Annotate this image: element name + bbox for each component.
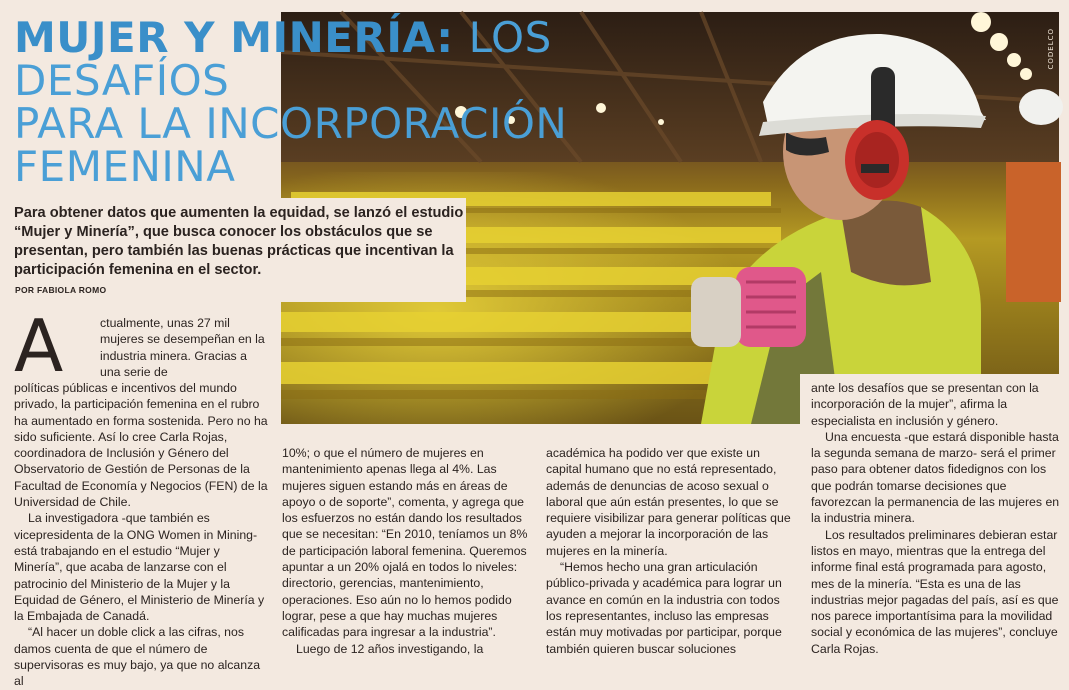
- paragraph: 10%; o que el número de mujeres en mantenimiento apenas llega al 4%. Las mujeres siguen estando más en áreas de apoyo o de soporte”, comenta, y agrega que los esfuerzos no están dando los resultados que se necesitan: “En 2010, teníamos un 8% de participación laboral femenina. Queremos apuntar a un 20% ojalá en todos lo niveles: directorio, gerencias, mantenimiento, operaciones. Eso aún no lo hemos podido lograr, pese a que hay muchas mujeres calificadas para ingresar a la industria”.: [282, 446, 528, 640]
- column-1: [14, 380, 270, 690]
- paragraph: ante los desafíos que se presentan con la incorporación de la mujer”, afirma la especialista en inclusión y género.: [811, 381, 1039, 428]
- paragraph: “Al hacer un doble click a las cifras, nos damos cuenta de que el número de supervisoras es muy bajo, ya que no alcanza al: [14, 625, 261, 689]
- headline-bold: MUJER Y MINERÍA:: [14, 13, 454, 62]
- paragraph: “Hemos hecho una gran articulación público-privada y académica para lograr un avance en común en la industria con todos los representantes, incluso las empresas están muy motivadas por participar, porque también quieren buscar soluciones: [546, 560, 782, 656]
- headline: [14, 13, 714, 191]
- column-4: [811, 380, 1061, 657]
- headline-light: LOS DESAFÍOS: [14, 13, 552, 105]
- headline-line-3: FEMENINA: [14, 142, 236, 191]
- drop-cap: A: [14, 304, 64, 388]
- photo-credit: CODELCO: [1047, 28, 1055, 70]
- paragraph: Los resultados preliminares debieran estar listos en mayo, mientras que la entrega del informe final está programada para agosto, mes de la minería. “Esta es una de las industrias mejor pagadas del país, así es que nos parece importantísima para la movilidad social y económica de las mujeres”, concluye Carla Rojas.: [811, 527, 1059, 656]
- column-2: [282, 445, 532, 657]
- paragraph: políticas públicas e incentivos del mundo privado, la participación femenina en el rubro ha aumentado en forma sostenida. Pero no ha sido suficiente. Así lo cree Carla Rojas, coordinadora de Inclusión y Género del Observatorio de Gestión de Personas de la Facultad de Economía y Negocios (FEN) de la Universidad de Chile.: [14, 381, 268, 510]
- column-3: [546, 445, 796, 657]
- paragraph: Una encuesta -que estará disponible hasta la segunda semana de marzo- será el primer paso para obtener datos fidedignos con los que podrán tomarse decisiones que favorezcan la permanencia de las mujeres en la industria minera.: [811, 429, 1060, 526]
- paragraph: académica ha podido ver que existe un capital humano que no está representado, además de denuncias de acoso sexual o laboral que aún están presentes, lo que se requiere visibilizar para generar políticas que ayuden a mejorar la incorporación de las mujeres en la minería.: [546, 446, 791, 558]
- paragraph: Luego de 12 años investigando, la: [296, 641, 484, 656]
- column-1-top: [100, 315, 270, 380]
- headline-line-2: PARA LA INCORPORACIÓN: [14, 99, 568, 148]
- lead-paragraph: Para obtener datos que aumenten la equidad, se lanzó el estudio “Mujer y Minería”, que busca conocer los obstáculos que se presentan, pero también las buenas prácticas que incentivan la participación femenina en el sector.: [14, 205, 464, 278]
- paragraph: ctualmente, unas 27 mil mujeres se desempeñan en la industria minera. Gracias a una serie de: [100, 316, 265, 379]
- paragraph: La investigadora -que también es vicepresidenta de la ONG Women in Mining- está trabajando en el estudio “Mujer y Minería”, que acaba de lanzarse con el patrocinio del Ministerio de la Mujer y la Equidad de Género, el Ministerio de Minería y la Embajada de Canadá.: [14, 511, 265, 624]
- byline: POR FABIOLA ROMO: [15, 285, 107, 295]
